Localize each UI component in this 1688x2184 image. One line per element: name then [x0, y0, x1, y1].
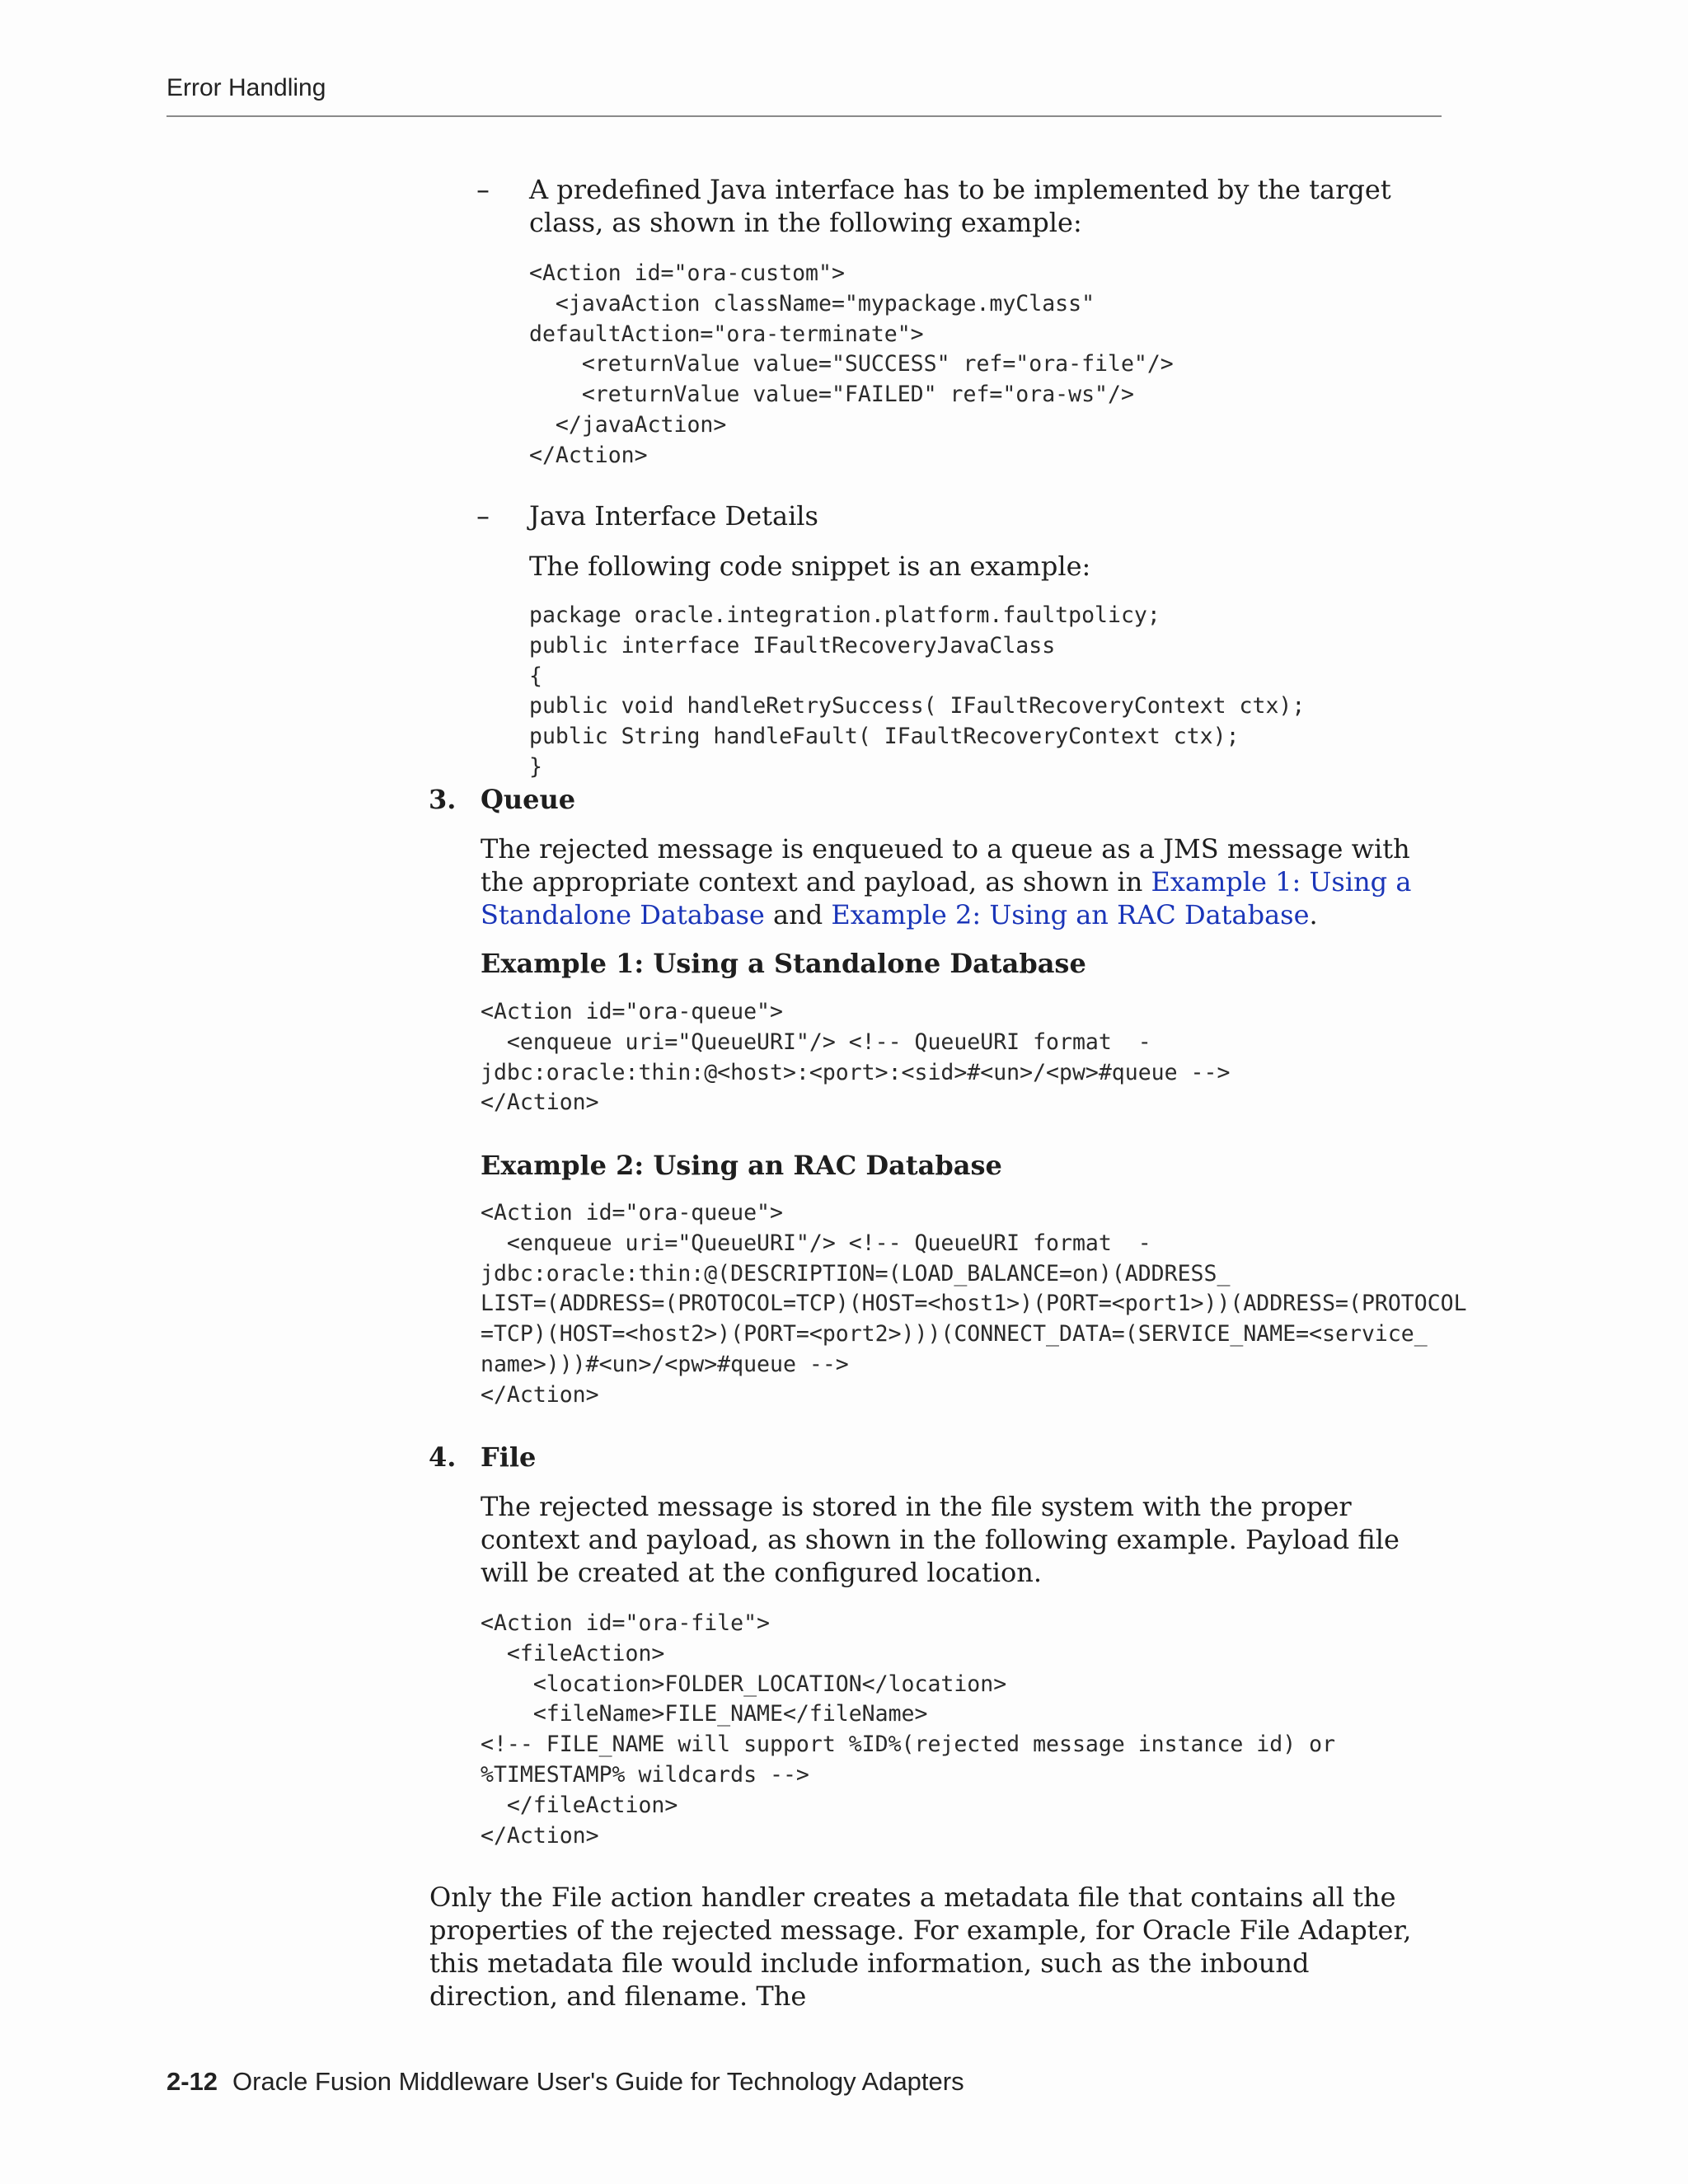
- bullet-text-java-interface: A predefined Java interface has to be implemented by the target class, as shown in the following example:: [529, 174, 1391, 238]
- closing-paragraph: Only the File action handler creates a metadata file that contains all the properties of the rejected message. For example, for Oracle File Adapter, this metadata file would include information, such as the inbound direction, and filename. The: [429, 1882, 1412, 2012]
- dash-bullet: –: [476, 174, 490, 205]
- list-number-file: 4.: [429, 1441, 457, 1473]
- queue-text-before: The rejected message is enqueued to a queue as a JMS message with the appropriate context and payload, as shown in: [481, 833, 1410, 898]
- code-block-java-action: <Action id="ora-custom"> <javaAction className="mypackage.myClass" defaultAction="ora-terminate"> <returnValue value="SUCCESS" ref="ora-file"/> <returnValue value="FAILED" ref="ora-ws"/> </javaAction> </Action>: [529, 260, 1174, 468]
- heading-file: File: [481, 1441, 537, 1473]
- queue-paragraph: [481, 832, 1445, 931]
- book-title: Oracle Fusion Middleware User's Guide for Technology Adapters: [232, 2067, 964, 2096]
- example-2-title: Example 2: Using an RAC Database: [481, 1150, 1002, 1181]
- link-example-2[interactable]: Example 2: Using an RAC Database: [831, 899, 1310, 930]
- bullet-text-code-snippet: The following code snippet is an example:: [529, 551, 1091, 582]
- code-block-file-action: <Action id="ora-file"> <fileAction> <location>FOLDER_LOCATION</location> <fileName>FILE_NAME</fileName> <!-- FILE_NAME will support %ID%(rejected message instance id) or %TIMESTAMP% wildcards --> </fileAction> </Action>: [481, 1610, 1336, 1849]
- page-number: 2-12: [166, 2067, 218, 2096]
- queue-text-mid: and: [764, 899, 832, 930]
- dash-bullet: –: [476, 500, 490, 532]
- header-rule: [166, 115, 1442, 117]
- file-paragraph: The rejected message is stored in the file system with the proper context and payload, as shown in the following example. Payload file will be created at the configured location.: [481, 1491, 1400, 1588]
- bullet-title-java-interface-details: Java Interface Details: [529, 500, 818, 532]
- code-block-java-interface: package oracle.integration.platform.faultpolicy; public interface IFaultRecoveryJavaClass { public void handleRetrySuccess( IFaultRecoveryContext ctx); public String handleFault( IFaultRecoveryContext ctx); }: [529, 602, 1306, 780]
- queue-text-end: .: [1309, 899, 1318, 930]
- list-number-queue: 3.: [429, 784, 457, 815]
- page-footer: [166, 2067, 964, 2097]
- running-header: Error Handling: [166, 74, 326, 101]
- code-block-example-1: <Action id="ora-queue"> <enqueue uri="QueueURI"/> <!-- QueueURI format - jdbc:oracle:thin:@<host>:<port>:<sid>#<un>/<pw>#queue --> </Action>: [481, 999, 1231, 1116]
- example-1-title: Example 1: Using a Standalone Database: [481, 948, 1086, 979]
- code-block-example-2: <Action id="ora-queue"> <enqueue uri="QueueURI"/> <!-- QueueURI format - jdbc:oracle:thin:@(DESCRIPTION=(LOAD_BALANCE=on)(ADDRESS_ LIST=(ADDRESS=(PROTOCOL=TCP)(HOST=<host1>)(PORT=<port1>))(ADDRESS=(PROTOCOL =TCP)(HOST=<host2>)(PORT=<port2>)))(CONNECT_DATA=(SERVICE_NAME=<service_ name>)))#<un>/<pw>#queue --> </Action>: [481, 1200, 1467, 1408]
- link-example-1[interactable]: Example 1: Using a Standalone Database: [481, 866, 1412, 930]
- heading-queue: Queue: [481, 784, 576, 815]
